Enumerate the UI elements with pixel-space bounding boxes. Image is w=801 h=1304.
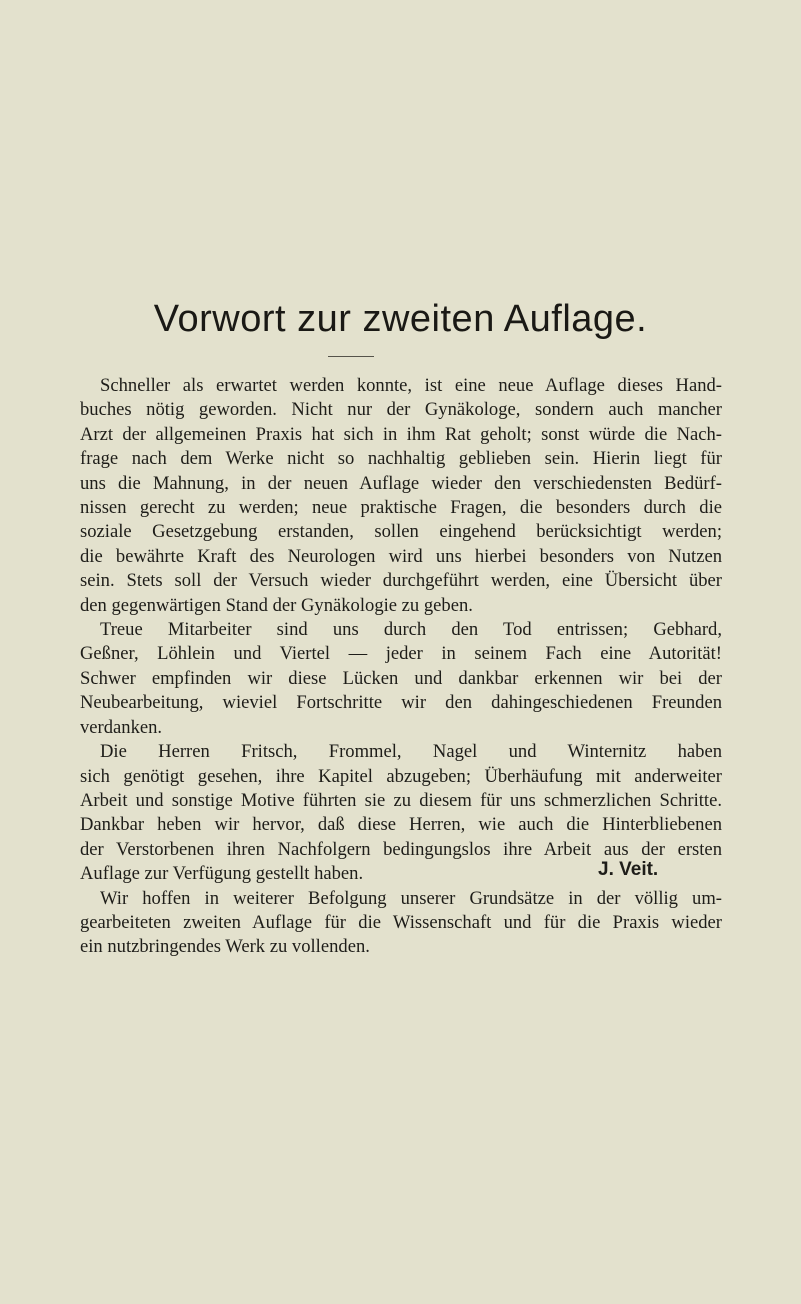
text-line: Schwer empfinden wir diese Lücken und dankbar erkennen wir bei der bbox=[80, 667, 722, 689]
page-title: Vorwort zur zweiten Auflage. bbox=[153, 298, 648, 340]
text-line: gearbeiteten zweiten Auflage für die Wissenschaft und für die Praxis wieder bbox=[80, 911, 722, 933]
text-line: frage nach dem Werke nicht so nachhaltig geblieben sein. Hierin liegt für bbox=[80, 448, 722, 470]
text-line: den gegenwärtigen Stand der Gynäkologie zu geben. bbox=[80, 594, 473, 616]
text-line: Auflage zur Verfügung gestellt haben. bbox=[80, 863, 364, 885]
text-line: verdanken. bbox=[80, 716, 163, 738]
text-line: sein. Stets soll der Versuch wieder durchgeführt werden, eine Übersicht über bbox=[80, 570, 722, 592]
text-line: uns die Mahnung, in der neuen Auflage wieder den verschiedensten Bedürf- bbox=[80, 472, 722, 494]
text-line: Arbeit und sonstige Motive führten sie zu diesem für uns schmerzlichen Schritte. bbox=[80, 789, 722, 811]
paragraph bbox=[80, 618, 722, 740]
text-line: buches nötig geworden. Nicht nur der Gynäkologe, sondern auch mancher bbox=[80, 399, 722, 421]
text-line: sich genötigt gesehen, ihre Kapitel abzugeben; Überhäufung mit anderweiter bbox=[80, 765, 722, 787]
text-line: nissen gerecht zu werden; neue praktische Fragen, die besonders durch die bbox=[80, 497, 722, 519]
text-line: Die Herren Fritsch, Frommel, Nagel und Winternitz haben bbox=[100, 741, 722, 763]
text-line: Wir hoffen in weiterer Befolgung unserer Grundsätze in der völlig um- bbox=[100, 887, 722, 909]
text-line: Treue Mitarbeiter sind uns durch den Tod entrissen; Gebhard, bbox=[100, 619, 722, 641]
text-line: soziale Gesetzgebung erstanden, sollen eingehend berücksichtigt werden; bbox=[80, 521, 722, 543]
text-line: Dankbar heben wir hervor, daß diese Herren, wie auch die Hinterbliebenen bbox=[80, 814, 722, 836]
text-line: der Verstorbenen ihren Nachfolgern bedingungslos ihre Arbeit aus der ersten bbox=[80, 838, 722, 860]
text-line: Neubearbeitung, wieviel Fortschritte wir den dahingeschiedenen Freunden bbox=[80, 692, 722, 714]
title-divider bbox=[328, 356, 374, 357]
text-line: Geßner, Löhlein und Viertel — jeder in seinem Fach eine Autorität! bbox=[80, 643, 722, 665]
text-line: ein nutzbringendes Werk zu vollenden. bbox=[80, 936, 370, 958]
text-line: Arzt der allgemeinen Praxis hat sich in ihm Rat geholt; sonst würde die Nach- bbox=[80, 423, 722, 445]
author-signature: J. Veit. bbox=[598, 859, 659, 880]
paragraph bbox=[80, 374, 722, 618]
paragraph bbox=[80, 887, 722, 960]
text-line: Schneller als erwartet werden konnte, ist eine neue Auflage dieses Hand- bbox=[100, 375, 722, 396]
text-line: die bewährte Kraft des Neurologen wird uns hierbei besonders von Nutzen bbox=[80, 545, 722, 567]
